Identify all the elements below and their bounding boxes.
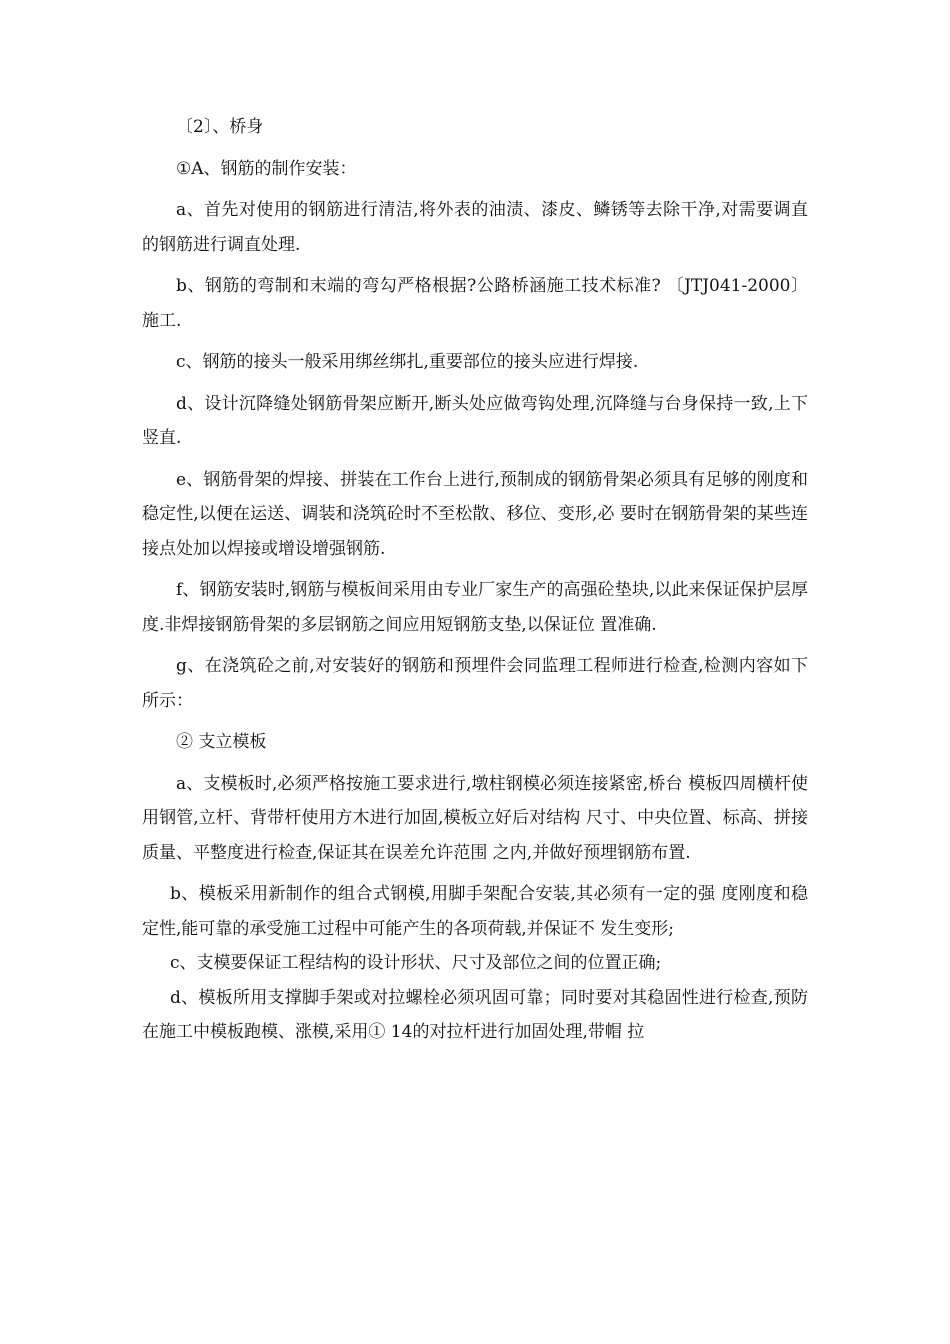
subsection-heading-rebar: ①A、钢筋的制作安装： <box>176 158 357 179</box>
paragraph-c-shape: c、支模要保证工程结构的设计形状、尺寸及部位之间的位置正确; <box>170 953 662 973</box>
section-heading-bridge-body: 〔2〕、桥身 <box>176 117 264 137</box>
paragraph-d-settlement-joint: d、设计沉降缝处钢筋骨架应断开,断头处应做弯钩处理,沉降缝与台身保持一致,上下竖直. <box>142 393 808 448</box>
paragraph-a-formwork: a、支模板时,必须严格按施工要求进行,墩柱钢模必须连接紧密,桥台 模板四周横杆使用钢管,立杆、背带杆使用方木进行加固,模板立好后对结构 尺寸、中央位置、标高、拼接质量、平整度进行检查,保证其在误差允许范围 之内,并做好预埋钢筋布置. <box>142 773 808 863</box>
paragraph-e-welding: e、钢筋骨架的焊接、拼装在工作台上进行,预制成的钢筋骨架必须具有足够的刚度和稳定性,以便在运送、调装和浇筑砼时不至松散、移位、变形,必 要时在钢筋骨架的某些连接点处加以焊接或增设增强钢筋. <box>142 469 808 559</box>
document-body <box>142 110 808 1050</box>
paragraph-c-joints: c、钢筋的接头一般采用绑丝绑扎,重要部位的接头应进行焊接. <box>176 352 639 372</box>
subsection-heading-formwork: ② 支立模板 <box>176 732 267 752</box>
paragraph-f-installation: f、钢筋安装时,钢筋与模板间采用由专业厂家生产的高强砼垫块,以此来保证保护层厚度.非焊接钢筋骨架的多层钢筋之间应用短钢筋支垫,以保证位 置准确. <box>142 580 808 635</box>
paragraph-b-steel-molds: b、模板采用新制作的组合式钢模,用脚手架配合安装,其必须有一定的强 度刚度和稳定性,能可靠的承受施工过程中可能产生的各项荷载,并保证不 发生变形; <box>142 884 808 939</box>
paragraph-a-cleaning: a、首先对使用的钢筋进行清洁,将外表的油渍、漆皮、鳞锈等去除干净,对需要调直的钢筋进行调直处理. <box>142 200 808 255</box>
paragraph-d-scaffolding: d、模板所用支撑脚手架或对拉螺栓必须巩固可靠；同时要对其稳固性进行检查,预防在施工中模板跑模、涨模,采用① 14的对拉杆进行加固处理,带帽 拉 <box>142 987 808 1042</box>
paragraph-g-inspection: g、在浇筑砼之前,对安装好的钢筋和预埋件会同监理工程师进行检查,检测内容如下所示： <box>142 656 808 711</box>
paragraph-b-bending: b、钢筋的弯制和末端的弯勾严格根据?公路桥涵施工技术标准? 〔JTJ041-2000〕施工. <box>142 276 808 331</box>
